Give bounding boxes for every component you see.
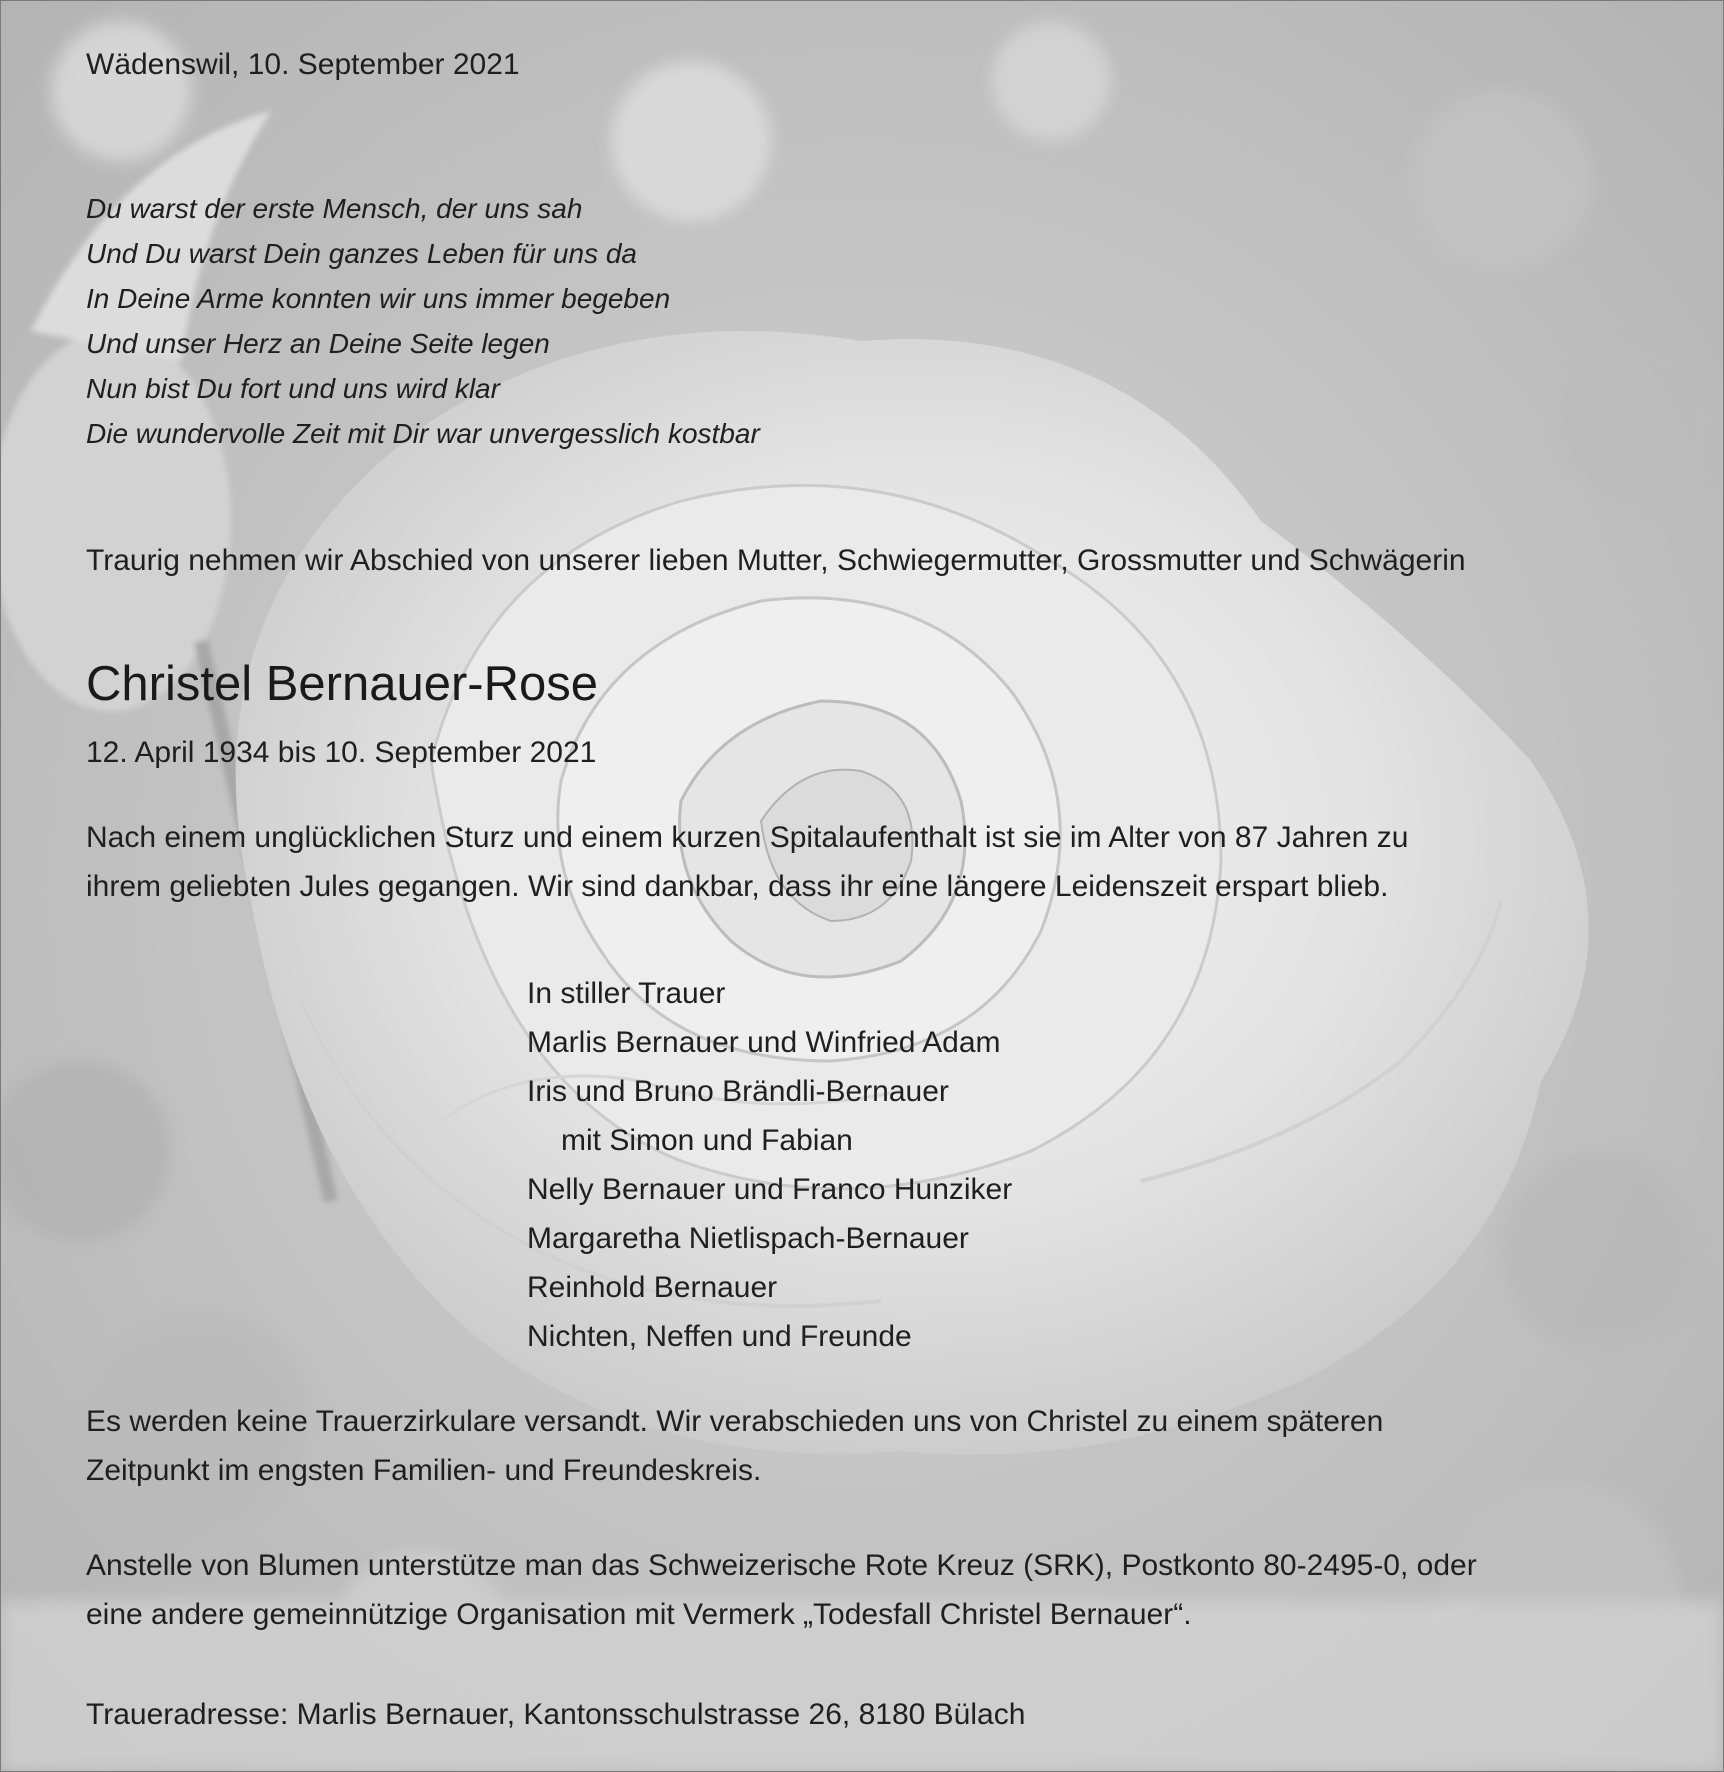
mourners-list	[527, 969, 1012, 1361]
mourner-entry: Marlis Bernauer und Winfried Adam	[527, 1026, 1001, 1059]
paragraph-line: Nach einem unglücklichen Sturz und einem kurzen Spitalaufenthalt ist sie im Alter von 87 Jahren zu	[86, 821, 1409, 854]
mourner-entry: Reinhold Bernauer	[527, 1271, 778, 1304]
place-and-date: Wädenswil, 10. September 2021	[86, 48, 520, 81]
poem-line: Du warst der erste Mensch, der uns sah	[86, 193, 583, 224]
donation-paragraph	[86, 1541, 1477, 1639]
paragraph-line: Zeitpunkt im engsten Familien- und Freundeskreis.	[86, 1454, 762, 1487]
paragraph-line: eine andere gemeinnützige Organisation mit Vermerk „Todesfall Christel Bernauer“.	[86, 1598, 1192, 1631]
farewell-intro: Traurig nehmen wir Abschied von unserer lieben Mutter, Schwiegermutter, Grossmutter und Schwägerin	[86, 544, 1466, 577]
mourner-entry: Nichten, Neffen und Freunde	[527, 1320, 912, 1353]
notice-content	[1, 1, 1723, 1771]
mourner-entry: Nelly Bernauer und Franco Hunziker	[527, 1173, 1013, 1206]
mourner-entry-children: mit Simon und Fabian	[561, 1124, 853, 1157]
mourners-heading: In stiller Trauer	[527, 977, 726, 1010]
no-circulars-paragraph	[86, 1397, 1383, 1495]
paragraph-line: Anstelle von Blumen unterstütze man das Schweizerische Rote Kreuz (SRK), Postkonto 80-2495-0, oder	[86, 1549, 1477, 1582]
life-dates: 12. April 1934 bis 10. September 2021	[86, 736, 597, 769]
poem-line: Nun bist Du fort und uns wird klar	[86, 373, 500, 404]
poem-line: Und Du warst Dein ganzes Leben für uns da	[86, 238, 637, 269]
mourner-entry: Margaretha Nietlispach-Bernauer	[527, 1222, 969, 1255]
poem-line: Die wundervolle Zeit mit Dir war unvergesslich kostbar	[86, 418, 760, 449]
paragraph-line: ihrem geliebten Jules gegangen. Wir sind dankbar, dass ihr eine längere Leidenszeit erspart blieb.	[86, 870, 1389, 903]
mourning-address: Traueradresse: Marlis Bernauer, Kantonsschulstrasse 26, 8180 Bülach	[86, 1698, 1026, 1731]
circumstances-paragraph	[86, 813, 1408, 911]
mourner-entry: Iris und Bruno Brändli-Bernauer	[527, 1075, 949, 1108]
poem	[86, 186, 760, 456]
poem-line: In Deine Arme konnten wir uns immer begeben	[86, 283, 671, 314]
paragraph-line: Es werden keine Trauerzirkulare versandt. Wir verabschieden uns von Christel zu einem späteren	[86, 1405, 1384, 1438]
poem-line: Und unser Herz an Deine Seite legen	[86, 328, 550, 359]
deceased-name: Christel Bernauer-Rose	[86, 657, 598, 711]
